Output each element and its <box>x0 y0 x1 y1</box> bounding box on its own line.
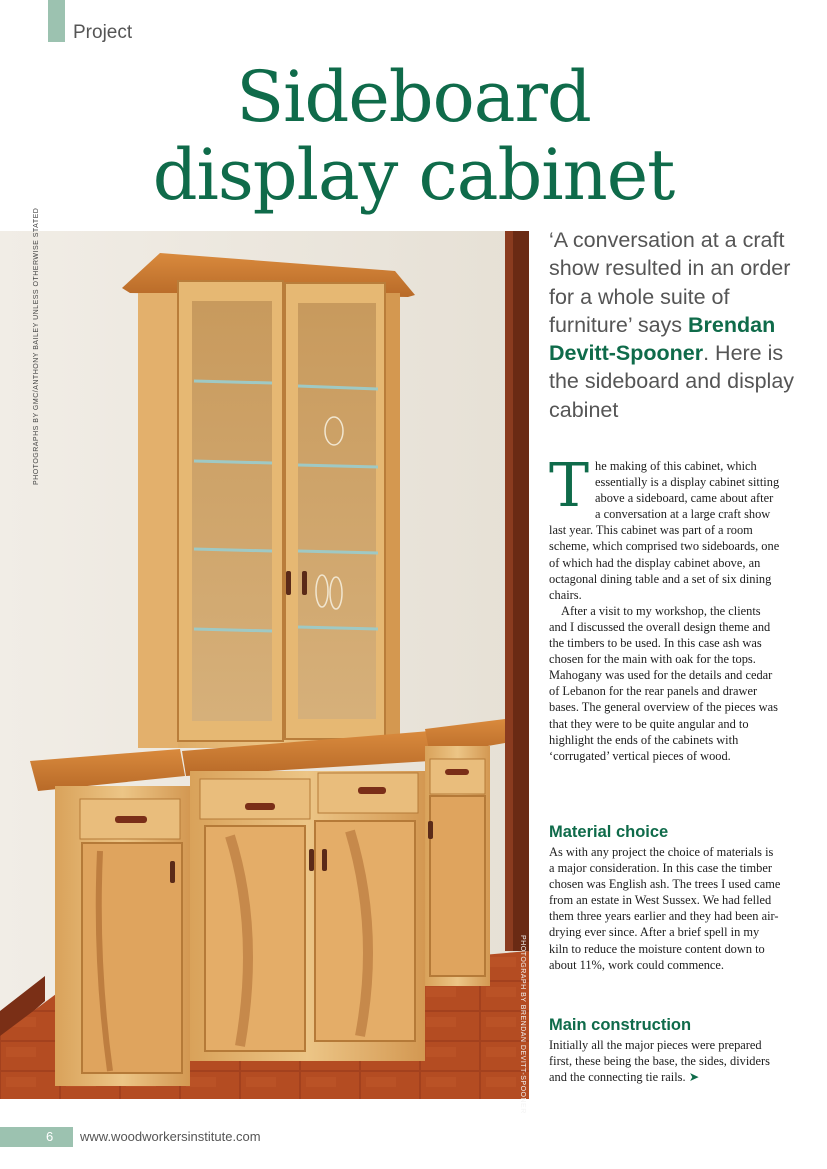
title-line-2: display cabinet <box>152 134 675 216</box>
drop-cap: T <box>549 451 590 521</box>
article-title <box>0 58 827 214</box>
author-name: Brendan Devitt-Spooner <box>549 312 776 366</box>
standfirst <box>549 226 799 424</box>
article-body-intro <box>549 451 781 764</box>
section-label: Project <box>73 22 133 43</box>
heading-main-construction: Main construction <box>549 1016 692 1034</box>
section-marker <box>48 0 65 42</box>
standfirst-lead: ‘A conversation at a craft show resulted in an order for a whole suite of furniture’ says <box>549 228 791 337</box>
arrow-right-icon: ➤ <box>688 1070 700 1085</box>
photo-credit-main: PHOTOGRAPHS BY GMC/ANTHONY BAILEY UNLESS OTHERWISE STATED <box>33 207 40 485</box>
photo-credit-secondary: PHOTOGRAPH BY BRENDAN DEVITT-SPOONER <box>519 935 526 1114</box>
article-body-construction <box>549 1037 781 1085</box>
title-line-1: Sideboard <box>236 56 591 138</box>
paragraph: As with any project the choice of materials is a major consideration. In this case the timber chosen was English ash. The trees I used came from an estate in West Sussex. We had felled them three years earlier and they had been air-drying ever since. After a brief spell in my kiln to reduce the moisture content down to about 11%, work could commence. <box>549 845 781 972</box>
page-number: 6 <box>46 1129 54 1144</box>
standfirst-tail: . Here is the sideboard and display cabinet <box>549 341 795 422</box>
cabinet-photo <box>0 207 529 1114</box>
folio-bar <box>0 1127 73 1147</box>
heading-material-choice: Material choice <box>549 823 669 841</box>
footer-url[interactable]: www.woodworkersinstitute.com <box>80 1129 261 1144</box>
article-body-material <box>549 844 781 973</box>
paragraph: The making of this cabinet, which essentially is a display cabinet sitting above a sideboard, came about after a conversation at a large craft show last year. This cabinet was part of a room scheme, which comprised two sideboards, one of which had the display cabinet above, an octagonal dining table and a set of six dining chairs. <box>549 451 780 602</box>
paragraph: Initially all the major pieces were prepared first, these being the base, the sides, dividers and the connecting tie rails. ➤ <box>549 1038 770 1085</box>
paragraph: After a visit to my workshop, the clients and I discussed the overall design theme and the timbers to be used. In this case ash was chosen for the main with oak for the tops. Mahogany was used for the details and cedar of Lebanon for the rear panels and drawer bases. The general overview of the pieces was that they were to be quite angular and to highlight the ends of the cabinets with ‘corrugated’ vertical pieces of wood. <box>549 603 778 763</box>
